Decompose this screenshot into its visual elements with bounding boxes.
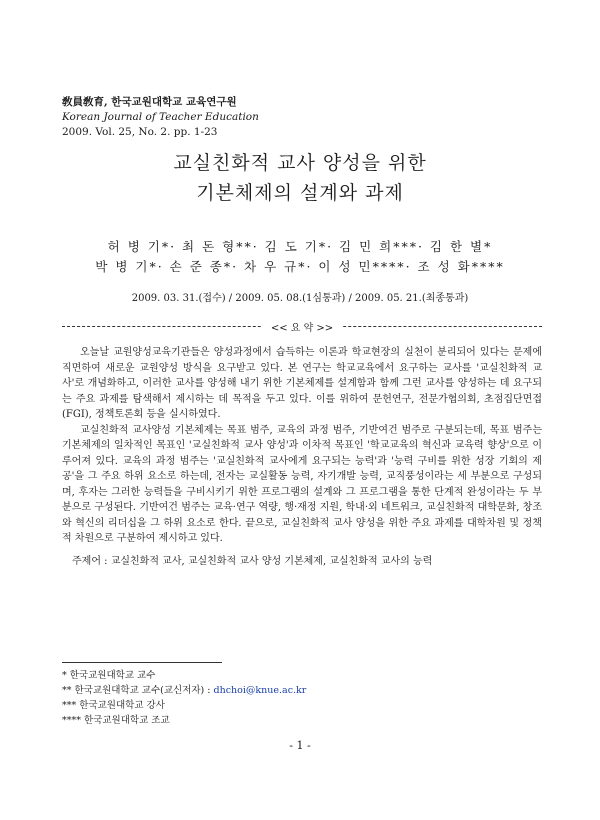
keywords: 주제어 : 교실친화적 교사, 교실친화적 교사 양성 기본체제, 교실친화적 교사의 능력 bbox=[72, 555, 433, 567]
authors-line-2: 박 병 기*· 손 준 종*· 차 우 규*· 이 성 민****· 조 성 화**** bbox=[95, 259, 505, 274]
footnote-4: **** 한국교원대학교 조교 bbox=[62, 715, 170, 726]
abstract-paragraph-2: 교실친화적 교사양성 기본체제는 목표 범주, 교육의 과정 범주, 기반여건 범주로 구분되는데, 목표 범주는 기본체제의 일차적인 목표인 '교실친화적 교사 양성'과 이차적 목표인 '학교교육의 혁신과 교육력 향상'으로 이루어져 있다. 교육의 과정 범주는 '교실친화적 교사에게 요구되는 능력'과 '능력 구비를 위한 성장 기회의 제공'을 그 주요 하위 요소로 하는데, 전자는 교실활동 능력, 자기개발 능력, 교직풍성이라는 세 부분으로 구성되며, 후자는 그러한 능력들을 구비시키기 위한 프로그램의 설계와 그 프로그램을 통한 단계적 완성이라는 두 부분으로 구성된다. 기반여건 범주는 교육·연구 역량, 행·재정 지원, 학내·외 네트워크, 교실친화적 대학문화, 창조와 혁신의 리더십을 그 하위 요소로 한다. 끝으로, 교실친화적 교사 양성을 위한 주요 과제를 대학차원 및 정책적 차원으로 구분하여 제시하고 있다. bbox=[62, 424, 542, 544]
footnote-2-text: ** 한국교원대학교 교수(교신저자) : bbox=[62, 685, 214, 696]
footnote-1: * 한국교원대학교 교수 bbox=[62, 670, 156, 681]
journal-english-name: Korean Journal of Teacher Education bbox=[62, 111, 259, 123]
journal-header bbox=[62, 95, 542, 140]
title-line-2: 기본체제의 설계와 과제 bbox=[196, 182, 404, 204]
authors-line-1: 허 병 기*· 최 돈 형**· 김 도 기*· 김 민 희***· 김 한 별* bbox=[107, 239, 493, 254]
summary-divider bbox=[62, 320, 542, 332]
footnotes bbox=[62, 668, 542, 728]
footnote-3: *** 한국교원대학교 강사 bbox=[62, 700, 165, 711]
page-number: - 1 - bbox=[289, 739, 311, 752]
footnote-2 bbox=[62, 683, 542, 698]
summary-label: << 요 약 >> bbox=[261, 319, 343, 334]
journal-name: 敎員敎育, 한국교원대학교 교육연구원 bbox=[62, 96, 237, 108]
author-list bbox=[0, 237, 600, 277]
abstract bbox=[62, 345, 542, 569]
footnote-rule bbox=[62, 662, 222, 663]
paper-title bbox=[0, 148, 600, 208]
review-dates: 2009. 03. 31.(접수) / 2009. 05. 08.(1심통과) / 2009. 05. 21.(최종통과) bbox=[131, 293, 469, 304]
corresponding-email-link[interactable]: dhchoi@knue.ac.kr bbox=[213, 685, 307, 696]
journal-volume: 2009. Vol. 25, No. 2. pp. 1-23 bbox=[62, 126, 218, 138]
title-line-1: 교실친화적 교사 양성을 위한 bbox=[173, 152, 427, 174]
abstract-paragraph-1: 오늘날 교원양성교육기관들은 양성과정에서 습득하는 이론과 학교현장의 실천이 분리되어 있다는 문제에 직면하여 새로운 교원양성 방식을 요구받고 있다. 본 연구는 학교교육에서 요구하는 교사를 '교실친화적 교사'로 개념화하고, 이러한 교사를 양성해 내기 위한 기본체제를 설계함과 함께 그런 교사를 양성하는 데 요구되는 주요 과제를 탐색해서 제시하는 데 목적을 두고 있다. 이를 위하여 문헌연구, 전문가협의회, 초점집단면접(FGI), 정책토론회 등을 실시하였다. bbox=[62, 347, 542, 420]
